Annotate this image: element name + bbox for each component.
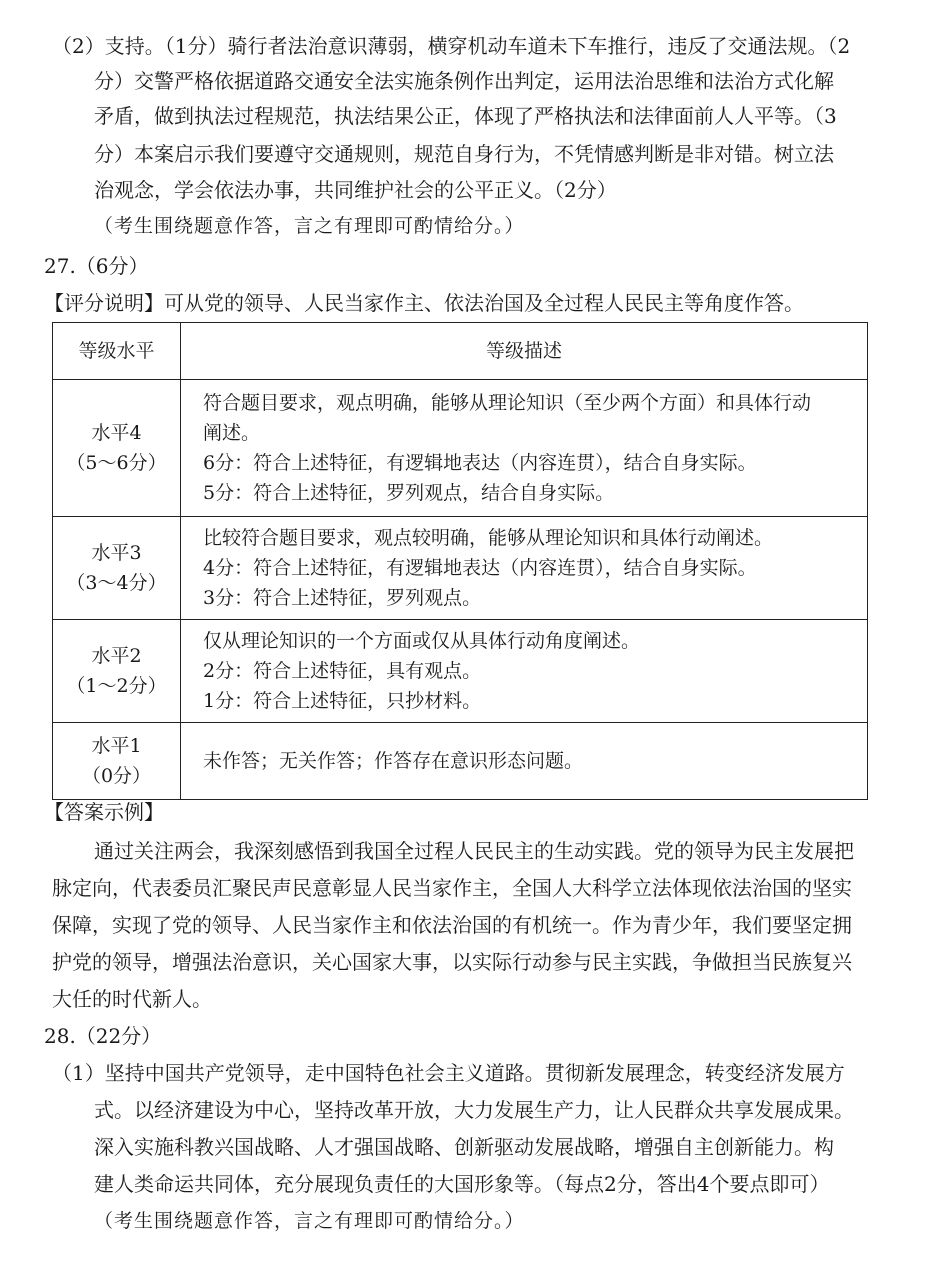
table-header-row <box>53 323 868 380</box>
description-line: 3分：符合上述特征，罗列观点。 <box>203 587 482 609</box>
level-cell <box>53 620 181 723</box>
description-line: 仅从理论知识的一个方面或仅从具体行动角度阐述。 <box>203 630 641 652</box>
description-cell <box>181 723 868 800</box>
description-cell <box>181 380 868 517</box>
part2-line-2: 分）交警严格依据道路交通安全法实施条例作出判定，运用法治思维和法治方式化解 <box>94 69 834 93</box>
q28-part1-line-3: 深入实施科教兴国战略、人才强国战略、创新驱动发展战略，增强自主创新能力。构 <box>94 1135 834 1159</box>
example-line-1: 通过关注两会，我深刻感悟到我国全过程人民民主的生动实践。党的领导为民主发展把 <box>94 839 854 863</box>
level-name: 水平3 <box>91 542 142 564</box>
level-cell <box>53 380 181 517</box>
description-line: 阐述。 <box>203 422 261 444</box>
description-line: 4分：符合上述特征，有逻辑地表达（内容连贯），结合自身实际。 <box>203 557 757 579</box>
part2-line-3: 矛盾，做到执法过程规范，执法结果公正，体现了严格执法和法律面前人人平等。（3 <box>94 104 837 128</box>
description-cell <box>181 620 868 723</box>
level-cell <box>53 517 181 620</box>
description-cell <box>181 517 868 620</box>
description-line: 6分：符合上述特征，有逻辑地表达（内容连贯），结合自身实际。 <box>203 452 757 474</box>
header-description: 等级描述 <box>181 323 868 380</box>
table-row <box>53 517 868 620</box>
level-name: 水平4 <box>91 422 142 444</box>
level-name: 水平2 <box>91 645 142 667</box>
q28-part1-line-2: 式。以经济建设为中心，坚持改革开放，大力发展生产力，让人民群众共享发展成果。 <box>94 1098 854 1122</box>
level-score-range: （3～4分） <box>66 572 167 594</box>
part2-line-5: 治观念，学会依法办事，共同维护社会的公平正义。（2分） <box>94 178 617 202</box>
part2-grading-note: （考生围绕题意作答，言之有理即可酌情给分。） <box>94 215 525 237</box>
q28-part1-line-1: （1）坚持中国共产党领导，走中国特色社会主义道路。贯彻新发展理念，转变经济发展方 <box>52 1061 845 1085</box>
description-line: 1分：符合上述特征，只抄材料。 <box>203 690 482 712</box>
description-line: 5分：符合上述特征，罗列观点，结合自身实际。 <box>203 482 615 504</box>
level-cell <box>53 723 181 800</box>
description-line: 未作答；无关作答；作答存在意识形态问题。 <box>203 750 584 772</box>
table-row <box>53 620 868 723</box>
table-row <box>53 380 868 517</box>
level-name: 水平1 <box>91 735 142 757</box>
q28-grading-note: （考生围绕题意作答，言之有理即可酌情给分。） <box>94 1210 525 1232</box>
q27-heading: 27.（6分） <box>44 254 149 278</box>
example-line-3: 保障，实现了党的领导、人民当家作主和依法治国的有机统一。作为青少年，我们要坚定拥 <box>52 913 852 937</box>
q28-heading: 28.（22分） <box>44 1024 162 1048</box>
example-heading: 【答案示例】 <box>44 800 164 824</box>
description-line: 符合题目要求，观点明确，能够从理论知识（至少两个方面）和具体行动 <box>203 392 812 414</box>
level-score-range: （1～2分） <box>66 675 167 697</box>
example-line-5: 大任的时代新人。 <box>52 987 212 1011</box>
q28-part1-line-4: 建人类命运共同体，充分展现负责任的大国形象等。（每点2分，答出4个要点即可） <box>94 1172 830 1196</box>
example-line-2: 脉定向，代表委员汇聚民声民意彰显人民当家作主，全国人大科学立法体现依法治国的坚实 <box>52 876 852 900</box>
level-score-range: （5～6分） <box>66 452 167 474</box>
example-line-4: 护党的领导，增强法治意识，关心国家大事，以实际行动参与民主实践，争做担当民族复兴 <box>52 950 852 974</box>
part2-line-4: 分）本案启示我们要遵守交通规则，规范自身行为，不凭情感判断是非对错。树立法 <box>94 142 834 166</box>
description-line: 2分：符合上述特征，具有观点。 <box>203 660 482 682</box>
scoring-rubric-table <box>52 322 868 800</box>
header-level: 等级水平 <box>53 323 181 380</box>
level-score-range: （0分） <box>81 765 152 787</box>
description-line: 比较符合题目要求，观点较明确，能够从理论知识和具体行动阐述。 <box>203 527 774 549</box>
part2-line-1: （2）支持。（1分）骑行者法治意识薄弱，横穿机动车道未下车推行，违反了交通法规。（2 <box>52 34 851 58</box>
table-row <box>53 723 868 800</box>
q27-scoring-note: 【评分说明】可从党的领导、人民当家作主、依法治国及全过程人民民主等角度作答。 <box>44 291 804 315</box>
